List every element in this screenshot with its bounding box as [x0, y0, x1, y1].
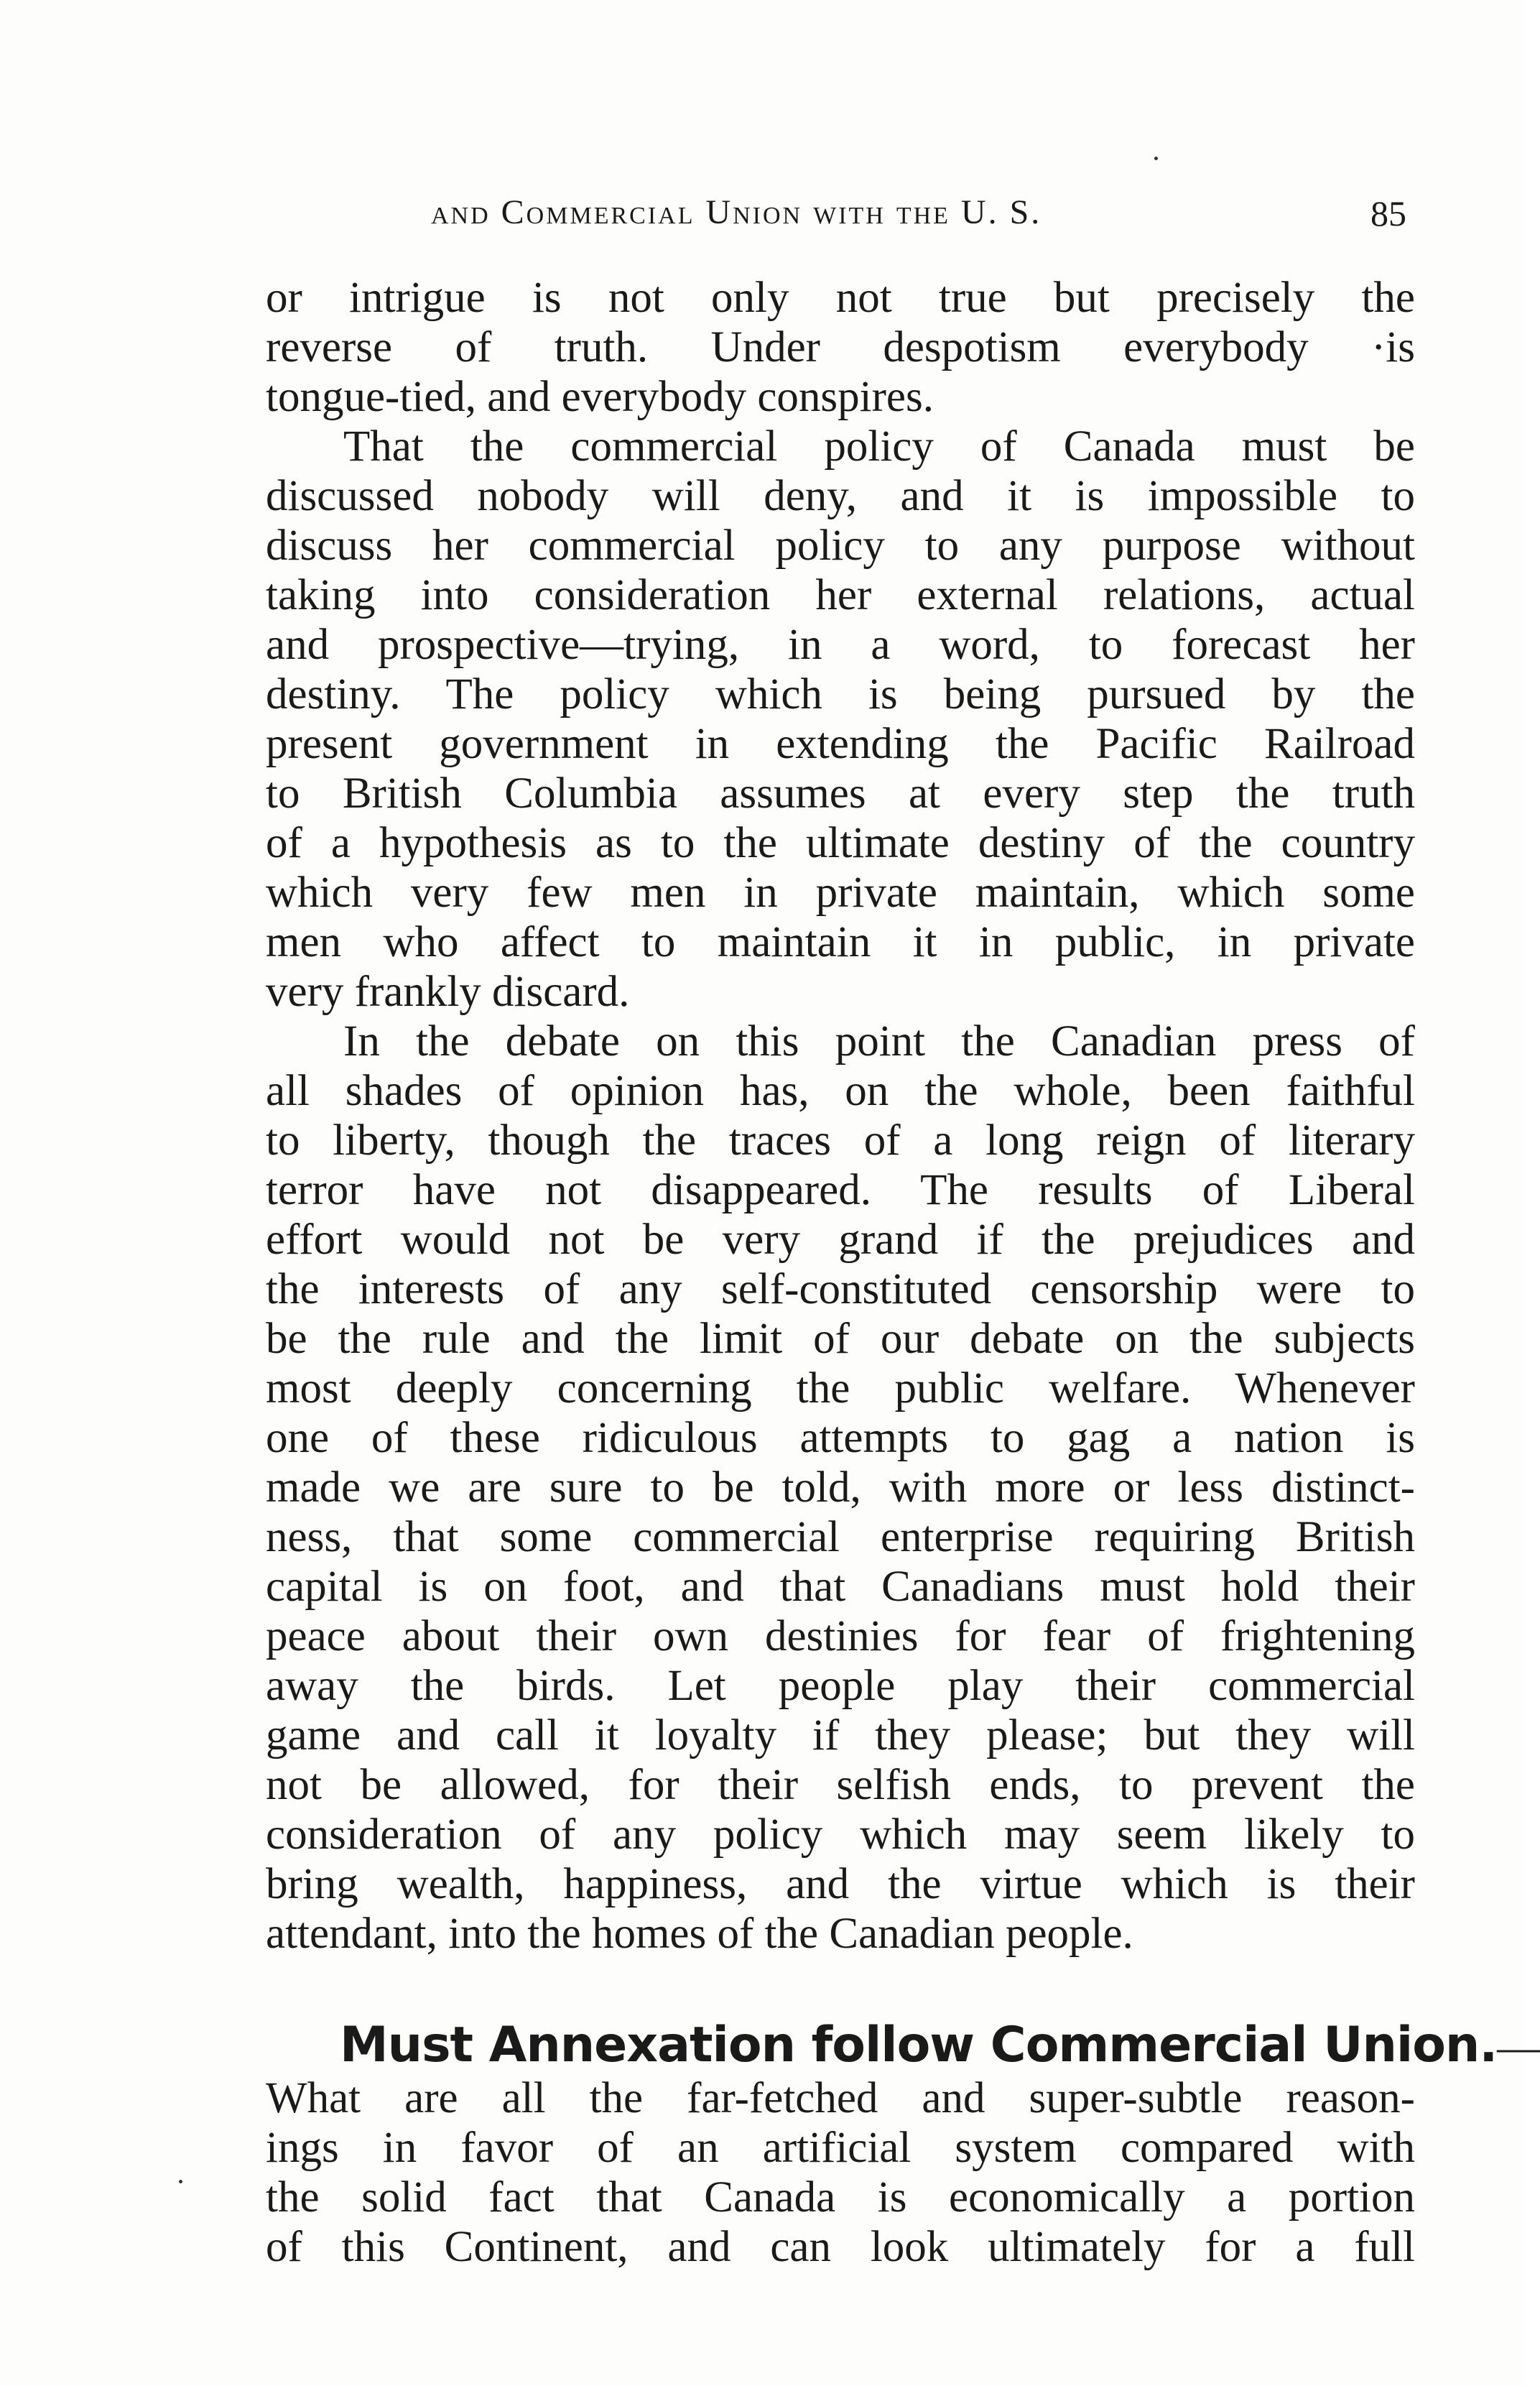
text-line: What are all the far-fetched and super-subtle reason- [266, 2074, 1415, 2122]
text-line: ings in favor of an artificial system compared with [266, 2124, 1415, 2172]
running-title: and Commercial Union with the U. S. [431, 193, 1042, 231]
text-line: That the commercial policy of Canada must be [343, 422, 1415, 471]
text-line: or intrigue is not only not true but precisely the [266, 274, 1415, 322]
body-text [266, 273, 1540, 2272]
print-speck [1154, 157, 1158, 160]
text-line: peace about their own destinies for fear of frightening [266, 1612, 1415, 1660]
heading-dash: — [1497, 2023, 1540, 2071]
text-line: discuss her commercial policy to any purpose without [266, 522, 1415, 570]
text-line: present government in extending the Pacific Railroad [266, 720, 1415, 768]
text-line: capital is on foot, and that Canadians must hold their [266, 1563, 1415, 1611]
text-line: terror have not disappeared. The results of Liberal [266, 1166, 1415, 1214]
text-line: not be allowed, for their selfish ends, to prevent the [266, 1761, 1415, 1809]
text-line: which very few men in private maintain, which some [266, 869, 1415, 917]
text-line: of this Continent, and can look ultimately for a full [266, 2223, 1415, 2271]
text-line: be the rule and the limit of our debate on the subjects [266, 1315, 1415, 1363]
text-line: to liberty, though the traces of a long reign of literary [266, 1116, 1415, 1165]
text-line: to British Columbia assumes at every step the truth [266, 769, 1415, 818]
text-line: attendant, into the homes of the Canadian people. [266, 1910, 1133, 1958]
text-line: destiny. The policy which is being pursued by the [266, 670, 1415, 718]
text-line: of a hypothesis as to the ultimate destiny of the country [266, 819, 1415, 867]
text-line: reverse of truth. Under despotism everybody ·is [266, 323, 1415, 371]
text-line: made we are sure to be told, with more or less distinct- [266, 1463, 1415, 1512]
text-line: bring wealth, happiness, and the virtue which is their [266, 1860, 1415, 1908]
paragraph-1 [266, 273, 1415, 422]
text-line: In the debate on this point the Canadian press of [343, 1017, 1415, 1065]
text-line: very frankly discard. [266, 968, 630, 1016]
text-line: tongue-tied, and everybody conspires. [266, 373, 934, 421]
text-line: consideration of any policy which may seem likely to [266, 1811, 1415, 1859]
paragraph-2 [266, 422, 1415, 1017]
paragraph-4 [266, 2073, 1415, 2272]
text-line: effort would not be very grand if the prejudices and [266, 1216, 1415, 1264]
text-line: taking into consideration her external relations, actual [266, 571, 1415, 619]
print-speck [179, 2180, 182, 2183]
text-line: game and call it loyalty if they please; but they will [266, 1711, 1415, 1760]
running-head [266, 193, 1415, 243]
paragraph-3 [266, 1017, 1415, 1959]
text-line: one of these ridiculous attempts to gag a nation is [266, 1414, 1415, 1462]
text-line: and prospective—trying, in a word, to forecast her [266, 621, 1415, 669]
text-line: men who affect to maintain it in public, in private [266, 918, 1415, 966]
page-number: 85 [1370, 193, 1406, 233]
text-line: discussed nobody will deny, and it is impossible to [266, 472, 1415, 520]
text-line: the interests of any self-constituted censorship were to [266, 1265, 1415, 1313]
text-line: the solid fact that Canada is economically a portion [266, 2173, 1415, 2221]
section-heading-line [266, 2017, 1540, 2073]
text-line: ness, that some commercial enterprise requiring British [266, 1513, 1415, 1561]
text-line: all shades of opinion has, on the whole, been faithful [266, 1067, 1415, 1115]
section-heading: Must Annexation follow Commercial Union. [340, 2017, 1498, 2073]
text-line: most deeply concerning the public welfare. Whenever [266, 1364, 1415, 1412]
text-line: away the birds. Let people play their commercial [266, 1662, 1415, 1710]
